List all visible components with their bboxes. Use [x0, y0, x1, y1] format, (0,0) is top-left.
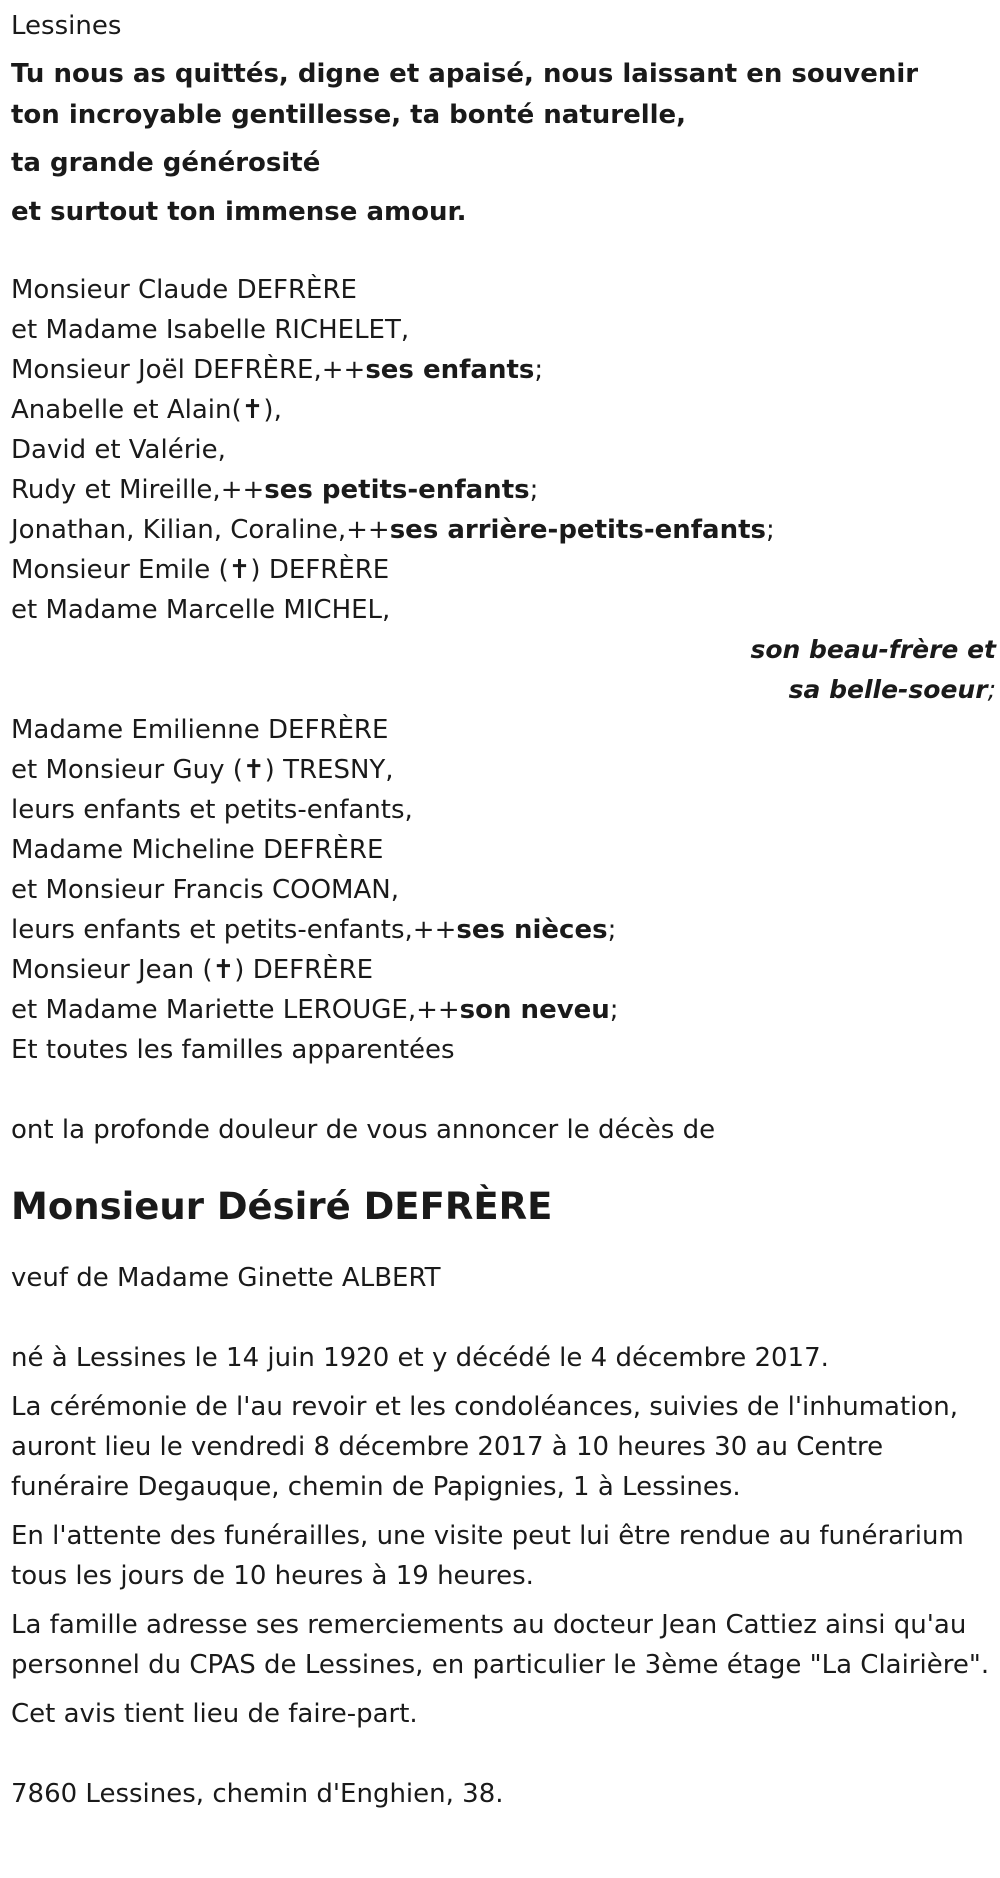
city-label: Lessines — [11, 11, 122, 41]
semicolon: ; — [529, 475, 539, 505]
family-role: sa belle-soeur — [788, 675, 988, 704]
family-name: Monsieur Joël DEFRÈRE,++ — [11, 355, 366, 385]
family-line: Monsieur Emile (✝) DEFRÈRE — [11, 555, 390, 585]
family-line: et Madame Isabelle RICHELET, — [11, 315, 410, 345]
thanks-text: La famille adresse ses remerciements au docteur Jean Cattiez ainsi qu'au personnel du CPAS de Lessines, en particulier le 3ème étage "La Clairière". — [11, 1610, 990, 1680]
family-line: leurs enfants et petits-enfants, — [11, 795, 413, 825]
ceremony-text: La cérémonie de l'au revoir et les condoléances, suivies de l'inhumation, auront lieu le vendredi 8 décembre 2017 à 10 heures 30 au Centre funéraire Degauque, chemin de Papignies, 1 à Lessines. — [11, 1392, 959, 1502]
family-line: Monsieur Claude DEFRÈRE — [11, 275, 357, 305]
family-name: Rudy et Mireille,++ — [11, 475, 265, 505]
address-text: 7860 Lessines, chemin d'Enghien, 38. — [11, 1779, 504, 1809]
family-line — [11, 910, 996, 950]
family-role-right: son beau-frère et — [750, 635, 996, 664]
family-name: Jonathan, Kilian, Coraline,++ — [11, 515, 390, 545]
family-line: Anabelle et Alain(✝), — [11, 395, 282, 425]
family-role: ses nièces — [456, 915, 608, 945]
family-line: Madame Micheline DEFRÈRE — [11, 835, 384, 865]
family-name: leurs enfants et petits-enfants,++ — [11, 915, 457, 945]
semicolon: ; — [987, 675, 996, 704]
semicolon: ; — [534, 355, 544, 385]
family-name: et Madame Mariette LEROUGE,++ — [11, 995, 460, 1025]
family-role: son neveu — [459, 995, 610, 1025]
birth-death-text: né à Lessines le 14 juin 1920 et y décédé le 4 décembre 2017. — [11, 1343, 829, 1373]
family-role-right — [11, 670, 996, 710]
semicolon: ; — [766, 515, 775, 545]
obituary-page — [11, 8, 996, 1814]
tagline-line-3: et surtout ton immense amour. — [11, 197, 467, 227]
visit-text: En l'attente des funérailles, une visite peut lui être rendue au funérarium tous les jours de 10 heures à 19 heures. — [11, 1521, 964, 1591]
notice-text: Cet avis tient lieu de faire-part. — [11, 1699, 418, 1729]
family-role: ses arrière-petits-enfants — [389, 515, 767, 545]
family-role: ses petits-enfants — [264, 475, 530, 505]
tagline-line-2: ta grande générosité — [11, 148, 321, 178]
family-line: et Monsieur Francis COOMAN, — [11, 875, 399, 905]
semicolon: ; — [607, 915, 617, 945]
family-line: David et Valérie, — [11, 435, 226, 465]
family-line: et Madame Marcelle MICHEL, — [11, 595, 391, 625]
family-role: ses enfants — [365, 355, 535, 385]
family-line: Et toutes les familles apparentées — [11, 1035, 455, 1065]
semicolon: ; — [609, 995, 619, 1025]
family-line — [11, 350, 996, 390]
family-line: et Monsieur Guy (✝) TRESNY, — [11, 755, 394, 785]
family-line: Madame Emilienne DEFRÈRE — [11, 715, 389, 745]
family-line — [11, 470, 996, 510]
family-line — [11, 990, 996, 1030]
tagline-line-1: Tu nous as quittés, digne et apaisé, nous laissant en souvenir ton incroyable gentillesse, ta bonté naturelle, — [11, 59, 919, 130]
announcement-text: ont la profonde douleur de vous annoncer le décès de — [11, 1115, 716, 1145]
widow-text: veuf de Madame Ginette ALBERT — [11, 1263, 441, 1293]
family-line: Monsieur Jean (✝) DEFRÈRE — [11, 955, 374, 985]
family-line — [11, 510, 996, 550]
family-list — [11, 270, 996, 1070]
deceased-name: Monsieur Désiré DEFRÈRE — [11, 1185, 553, 1228]
